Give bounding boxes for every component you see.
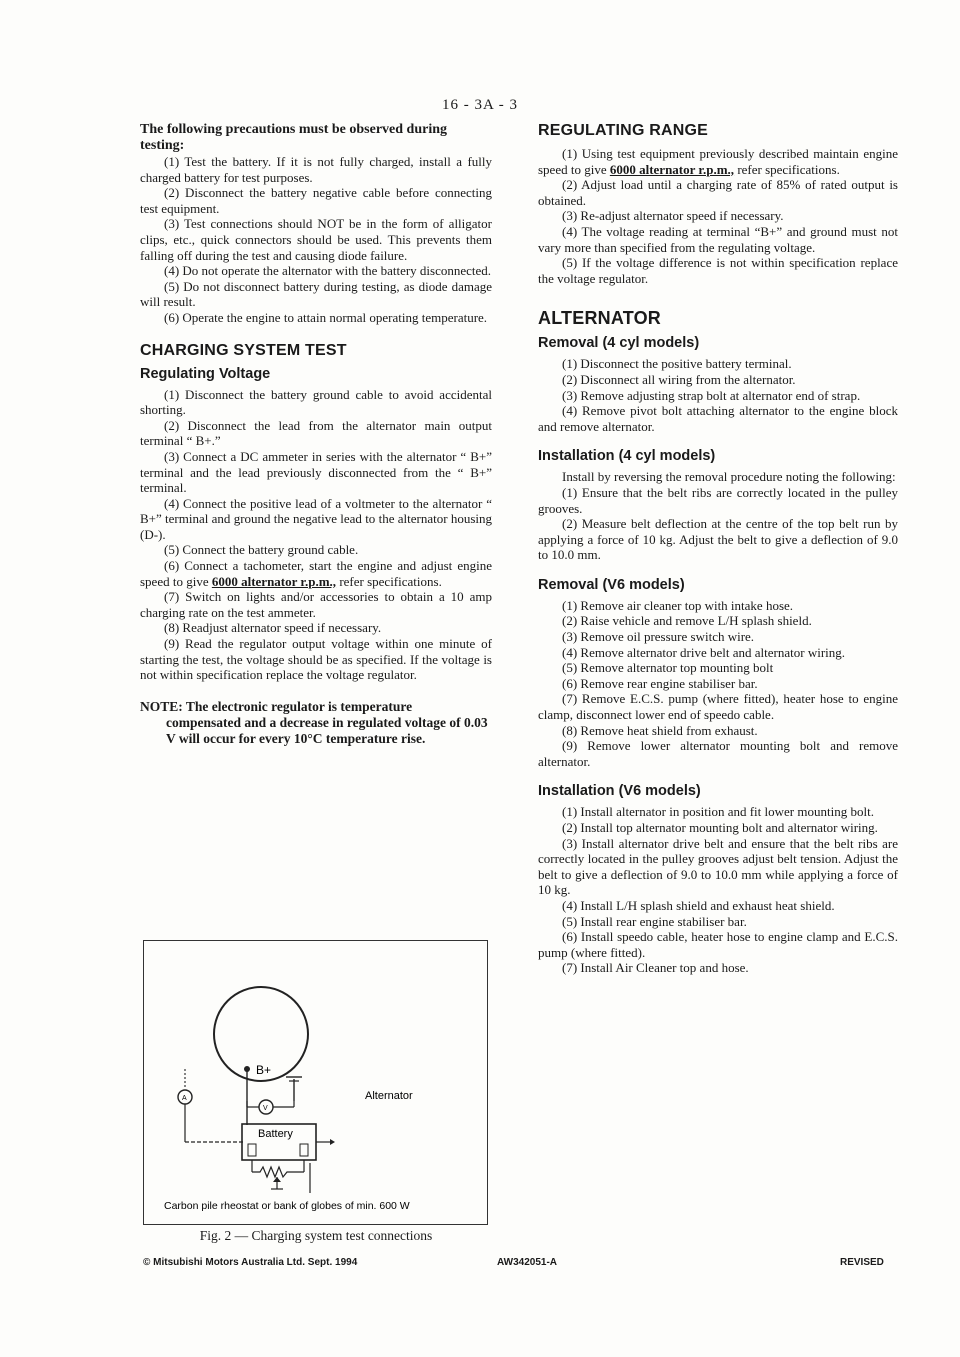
figure-caption: Fig. 2 — Charging system test connections [199,1228,433,1243]
battery-label: Battery [258,1128,293,1140]
wiring-diagram-svg [144,941,487,1224]
charging-system-test-heading: CHARGING SYSTEM TEST [140,341,347,359]
note-label: NOTE: The electronic regulator is temperature [140,698,413,714]
left-column [140,122,492,747]
page-number: 16 - 3A - 3 [442,97,518,113]
alternator-label: Alternator [365,1090,413,1102]
precaution-item: (6) Operate the engine to attain normal operating temperature. [164,309,488,325]
step-item: (8) Readjust alternator speed if necessary. [164,620,382,636]
step-item: (5) Install rear engine stabiliser bar. [562,913,747,929]
step-item: (2) Measure belt deflection at the centre of the top belt run by applying a force of 10 kg. Adjust the belt to give a deflection of 9.0 to 10.0 mm. [538,516,898,563]
precaution-item: (1) Test the battery. If it is not fully charged, install a fully charged battery for test purposes. [140,154,492,185]
step-item: (3) Install alternator drive belt and ensure that the belt ribs are correctly located in the pulley grooves adjust belt tension. Adjust the belt to give a deflection of 9.0 to 10.0 mm while applying a force of 10 kg. [538,835,898,898]
step-item: (5) Connect the battery ground cable. [164,542,359,558]
rheostat-zigzag [252,1167,304,1177]
copyright-notice: © Mitsubishi Motors Australia Ltd. Sept. 1994 [143,1257,358,1268]
step-text: (6) Connect a tachometer, start the engine and adjust engine speed to give [140,558,492,589]
step-text: (1) Using test equipment previously described maintain engine speed to give [538,146,898,177]
arrow-icon [330,1139,335,1145]
speed-spec: 6000 alternator r.p.m., [609,161,735,177]
removal-v6-heading: Removal (V6 models) [538,576,685,593]
step-item: (1) Install alternator in position and fit lower mounting bolt. [562,804,874,820]
regulating-range-heading: REGULATING RANGE [538,122,709,139]
step-item: (6) Install speedo cable, heater hose to engine clamp and E.C.S. pump (where fitted). [538,929,898,960]
note-body: compensated and a decrease in regulated voltage of 0.03 V will occur for every 10°C temperature rise. [166,714,488,746]
precaution-item: (3) Test connections should NOT be in the form of alligator clips, etc., quick connectors should be used. This prevents them falling off during the test and causing diode failure. [140,216,492,263]
document-code: AW342051-A [497,1257,558,1268]
step-item: (7) Remove E.C.S. pump (where fitted), heater hose to engine clamp, disconnect lower end of speedo cable. [538,691,898,723]
step-tail: refer specifications. [339,573,442,589]
step-item [538,146,898,177]
step-item: (3) Connect a DC ammeter in series with the alternator “ B+” terminal and the lead previously disconnected from the “ B+” terminal. [140,448,492,496]
regulating-voltage-steps [140,387,492,683]
step-item: (1) Disconnect the positive battery terminal. [562,356,792,372]
step-item: (2) Install top alternator mounting bolt and alternator wiring. [562,820,878,835]
step-item: (5) If the voltage difference is not within specification replace the voltage regulator. [538,255,898,286]
step-item: (6) Remove rear engine stabiliser bar. [562,675,758,691]
step-item: (9) Remove lower alternator mounting bolt and remove alternator. [538,738,898,769]
step-item: (1) Ensure that the belt ribs are correctly located in the pulley grooves. [538,484,898,516]
arrow-icon [273,1177,281,1182]
installation-4cyl-heading: Installation (4 cyl models) [538,448,716,465]
step-item: (4) The voltage reading at terminal “B+” and ground must not vary more than specified from the regulating voltage. [538,223,898,255]
precautions-list [140,154,492,326]
step-item: (3) Re-adjust alternator speed if necessary. [562,208,784,224]
b-plus-label: B+ [256,1063,272,1077]
speed-spec: 6000 alternator r.p.m., [211,573,337,589]
step-item: (3) Remove oil pressure switch wire. [562,629,755,645]
removal-4cyl-steps [538,356,898,434]
ammeter-label: A [182,1095,187,1102]
step-item [140,558,492,589]
installation-v6-steps [538,804,898,976]
step-item: (4) Remove alternator drive belt and alternator wiring. [562,644,846,660]
step-item: (4) Connect the positive lead of a voltmeter to the alternator “ B+” terminal and ground the negative lead to the alternator housing (D-). [140,495,492,542]
step-tail: refer specifications. [737,161,840,177]
step-item: Install by reversing the removal procedure noting the following: [562,469,896,485]
alternator-heading: ALTERNATOR [538,308,661,329]
removal-4cyl-heading: Removal (4 cyl models) [538,335,700,352]
precaution-item: (4) Do not operate the alternator with the battery disconnected. [164,263,492,279]
step-item: (2) Raise vehicle and remove L/H splash shield. [562,613,812,629]
page-footer [0,1257,960,1273]
step-item: (1) Remove air cleaner top with intake hose. [562,597,794,613]
precautions-intro: The following precautions must be observed during testing: [140,122,447,153]
step-item: (7) Switch on lights and/or accessories to obtain a 10 amp charging rate on the test ammeter. [140,589,492,620]
regulating-voltage-heading: Regulating Voltage [140,365,271,382]
temperature-note [140,699,492,747]
step-item: (9) Read the regulator output voltage within one minute of starting the test, the voltage should be as specified. If the voltage is not within specification replace the voltage regulator. [140,636,492,683]
revision-status: REVISED [840,1257,884,1268]
installation-v6-heading: Installation (V6 models) [538,783,701,800]
regulating-range-steps [538,146,898,286]
step-item: (8) Remove heat shield from exhaust. [562,722,758,738]
removal-v6-steps [538,598,898,770]
step-item: (3) Remove adjusting strap bolt at alternator end of strap. [562,387,861,403]
battery-positive-terminal [248,1144,256,1156]
battery-negative-terminal [300,1144,308,1156]
step-item: (2) Disconnect the lead from the alternator main output terminal “ B+.” [140,417,492,449]
right-column [538,122,898,976]
b-plus-terminal [244,1066,250,1072]
step-item: (2) Adjust load until a charging rate of 85% of rated output is obtained. [538,177,898,208]
precaution-item: (2) Disconnect the battery negative cable before connecting test equipment. [140,185,492,216]
step-item: (2) Disconnect all wiring from the alternator. [562,371,796,387]
step-item: (4) Remove pivot bolt attaching alternator to the engine block and remove alternator. [538,403,898,434]
charging-system-diagram [143,940,488,1225]
step-item: (1) Disconnect the battery ground cable to avoid accidental shorting. [140,386,492,418]
step-item: (7) Install Air Cleaner top and hose. [562,960,749,976]
step-item: (4) Install L/H splash shield and exhaust heat shield. [562,897,835,913]
precaution-item: (5) Do not disconnect battery during testing, as diode damage will result. [140,278,492,310]
step-item: (5) Remove alternator top mounting bolt [562,660,774,676]
rheostat-caption: Carbon pile rheostat or bank of globes of min. 600 W [164,1200,410,1212]
installation-4cyl-steps [538,469,898,563]
voltmeter-label: V [263,1105,268,1112]
